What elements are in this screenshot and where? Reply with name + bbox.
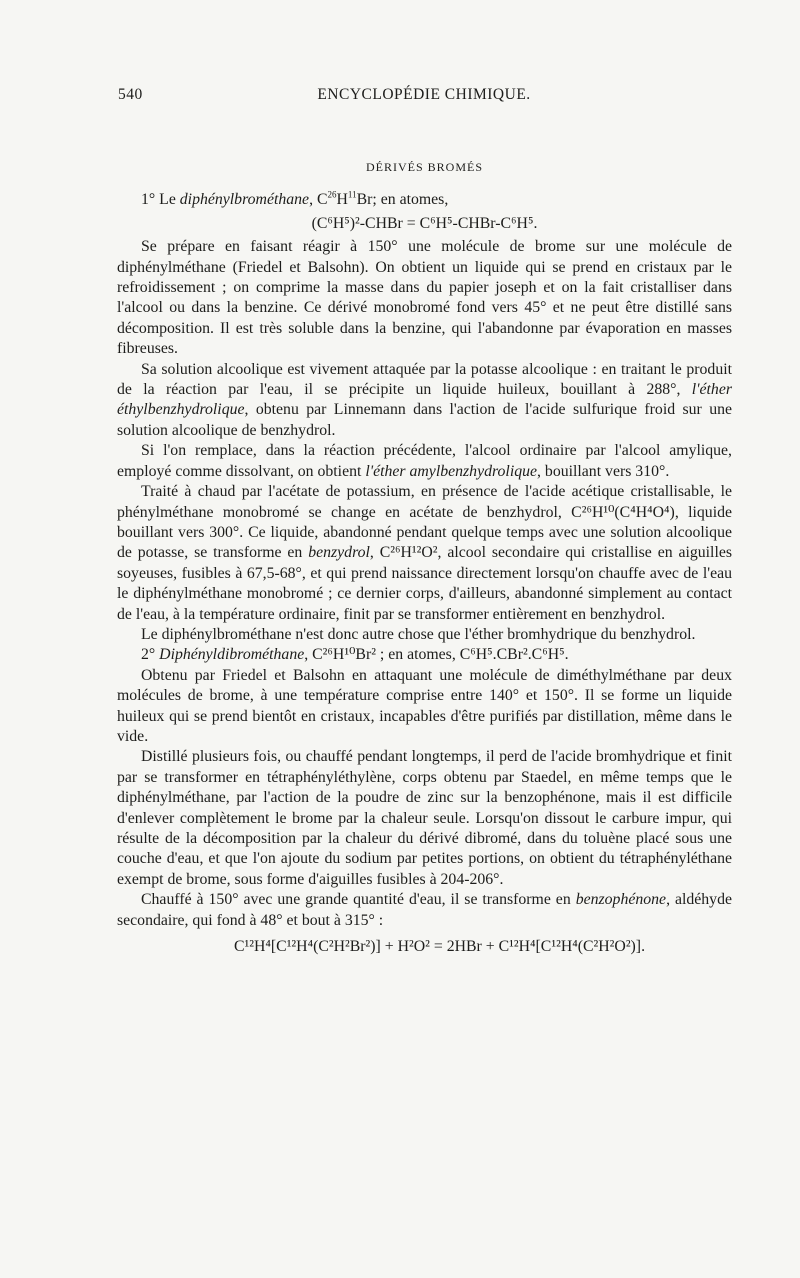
text-run: , aldéhyde secondaire, qui fond à 48° et bout à 315° : <box>117 891 732 929</box>
paragraph <box>117 360 732 442</box>
formula-prefix: , C <box>309 191 328 209</box>
text-run: , C²⁶H¹²O², alcool secondaire qui cristallise en aiguilles soyeuses, fusibles à 67,5-68°, et qui prend naissance directement lorsqu'on chauffe avec de l'eau le diphénylméthane monobromé ; ce dernier corps, d'ailleurs, abandonné simplement au contact de l'eau, à la température ordinaire, finit par se transformer entièrement en benzhydrol. <box>117 544 732 623</box>
text-run: Sa solution alcoolique est vivement attaquée par la potasse alcoolique : en traitant le produit de la réaction par l'eau, il se précipite un liquide huileux, bouillant à 288°, <box>117 360 732 399</box>
item-number: 1° Le <box>141 191 180 209</box>
emphasis: l'éther amylbenzhydrolique <box>365 462 538 480</box>
text-run: , C²⁶H¹⁰Br² ; en atomes, C⁶H⁵.CBr².C⁶H⁵. <box>304 646 569 664</box>
paragraph: Distillé plusieurs fois, ou chauffé pendant longtemps, il perd de l'acide bromhydrique et finit par se transformer en tétraphényléthylène, corps obtenu par Staedel, en même temps que le diphénylméthane, par l'action de la poudre de zinc sur la benzophénone, mais il est difficile d'enlever complètement le brome par la chaleur seule. Lorsqu'on dissout le carbure impur, qui résulte de la décomposition par la chaleur du dérivé dibromé, dans du toluène placé sous une couche d'eau, et que l'on ajoute du sodium par petites portions, on obtient du tétraphényléthane exempt de brome, sous forme d'aiguilles fusibles à 204-206°. <box>117 748 732 888</box>
text-run: Chauffé à 150° avec une grande quantité d'eau, il se transforme en <box>141 891 576 909</box>
running-header <box>118 86 730 110</box>
paragraph: Obtenu par Friedel et Balsohn en attaquant une molécule de diméthylméthane par deux molécules de brome, à une température comprise entre 140° et 150°. Il se forme un liquide huileux qui se prend bientôt en cristaux, incapables d'être purifiés par distillation, même dans le vide. <box>117 666 732 745</box>
text-run: , bouillant vers 310°. <box>537 462 670 480</box>
formula-sub: 26 <box>327 190 337 201</box>
paragraph <box>117 482 732 625</box>
text-run: , obtenu par Linnemann dans l'action de l'acide sulfurique froid sur une solution alcoolique de benzhydrol. <box>117 401 732 439</box>
body-text <box>117 157 732 960</box>
paragraph <box>117 890 732 931</box>
formula-atoms-label: ; en atomes, <box>372 191 449 209</box>
compound-name: diphénylbrométhane <box>179 191 310 209</box>
text-run: Traité à chaud par l'acétate de potassium, en présence de l'acide acétique cristallisable, le phénylméthane monobromé se change en acétate de benzhydrol, C²⁶H¹⁰(C⁴H⁴O⁴), liquide bouillant vers 300°. Ce liquide, abandonné pendant quelque temps avec une solution alcoolique de potasse, se transforme en <box>117 483 732 562</box>
page-number: 540 <box>118 86 143 103</box>
paragraph <box>117 441 732 482</box>
formula-element: Br <box>356 191 373 209</box>
formula-element: H <box>336 191 348 209</box>
text-run: Si l'on remplace, dans la réaction précédente, l'alcool ordinaire par l'alcool amylique, employé comme dissolvant, on obtient <box>117 442 732 480</box>
running-title: ENCYCLOPÉDIE CHIMIQUE. <box>317 86 531 103</box>
compound-1-heading <box>117 190 732 210</box>
formula-1: (C⁶H⁵)²-CHBr = C⁶H⁵-CHBr-C⁶H⁵. <box>311 214 538 232</box>
item-number: 2° <box>141 646 160 664</box>
compound-2-heading <box>117 645 732 665</box>
paragraph: Le diphénylbrométhane n'est donc autre chose que l'éther bromhydrique du benzhydrol. <box>141 625 696 643</box>
emphasis: benzophénone <box>575 891 667 909</box>
emphasis: l'éther éthylbenzhydrolique <box>117 381 732 419</box>
formula-sub: 11 <box>347 190 357 201</box>
compound-name: Diphényldibrométhane <box>159 646 305 664</box>
section-title: DÉRIVÉS BROMÉS <box>365 160 483 174</box>
paragraph: Se prépare en faisant réagir à 150° une molécule de brome sur une molécule de diphénylméthane (Friedel et Balsohn). On obtient un liquide qui se prend en cristaux par le refroidissement ; on comprime la masse dans du papier joseph et on la fait cristalliser dans l'alcool ou dans la benzine. Ce dérivé monobromé fond vers 45° et ne peut être distillé sans décomposition. Il est très soluble dans la benzine, qui l'abandonne par évaporation en masses fibreuses. <box>117 238 732 358</box>
emphasis: benzydrol <box>308 544 370 562</box>
final-equation: C¹²H⁴[C¹²H⁴(C²H²Br²)] + H²O² = 2HBr + C¹²H⁴[C¹²H⁴(C²H²O²)]. <box>233 938 646 956</box>
